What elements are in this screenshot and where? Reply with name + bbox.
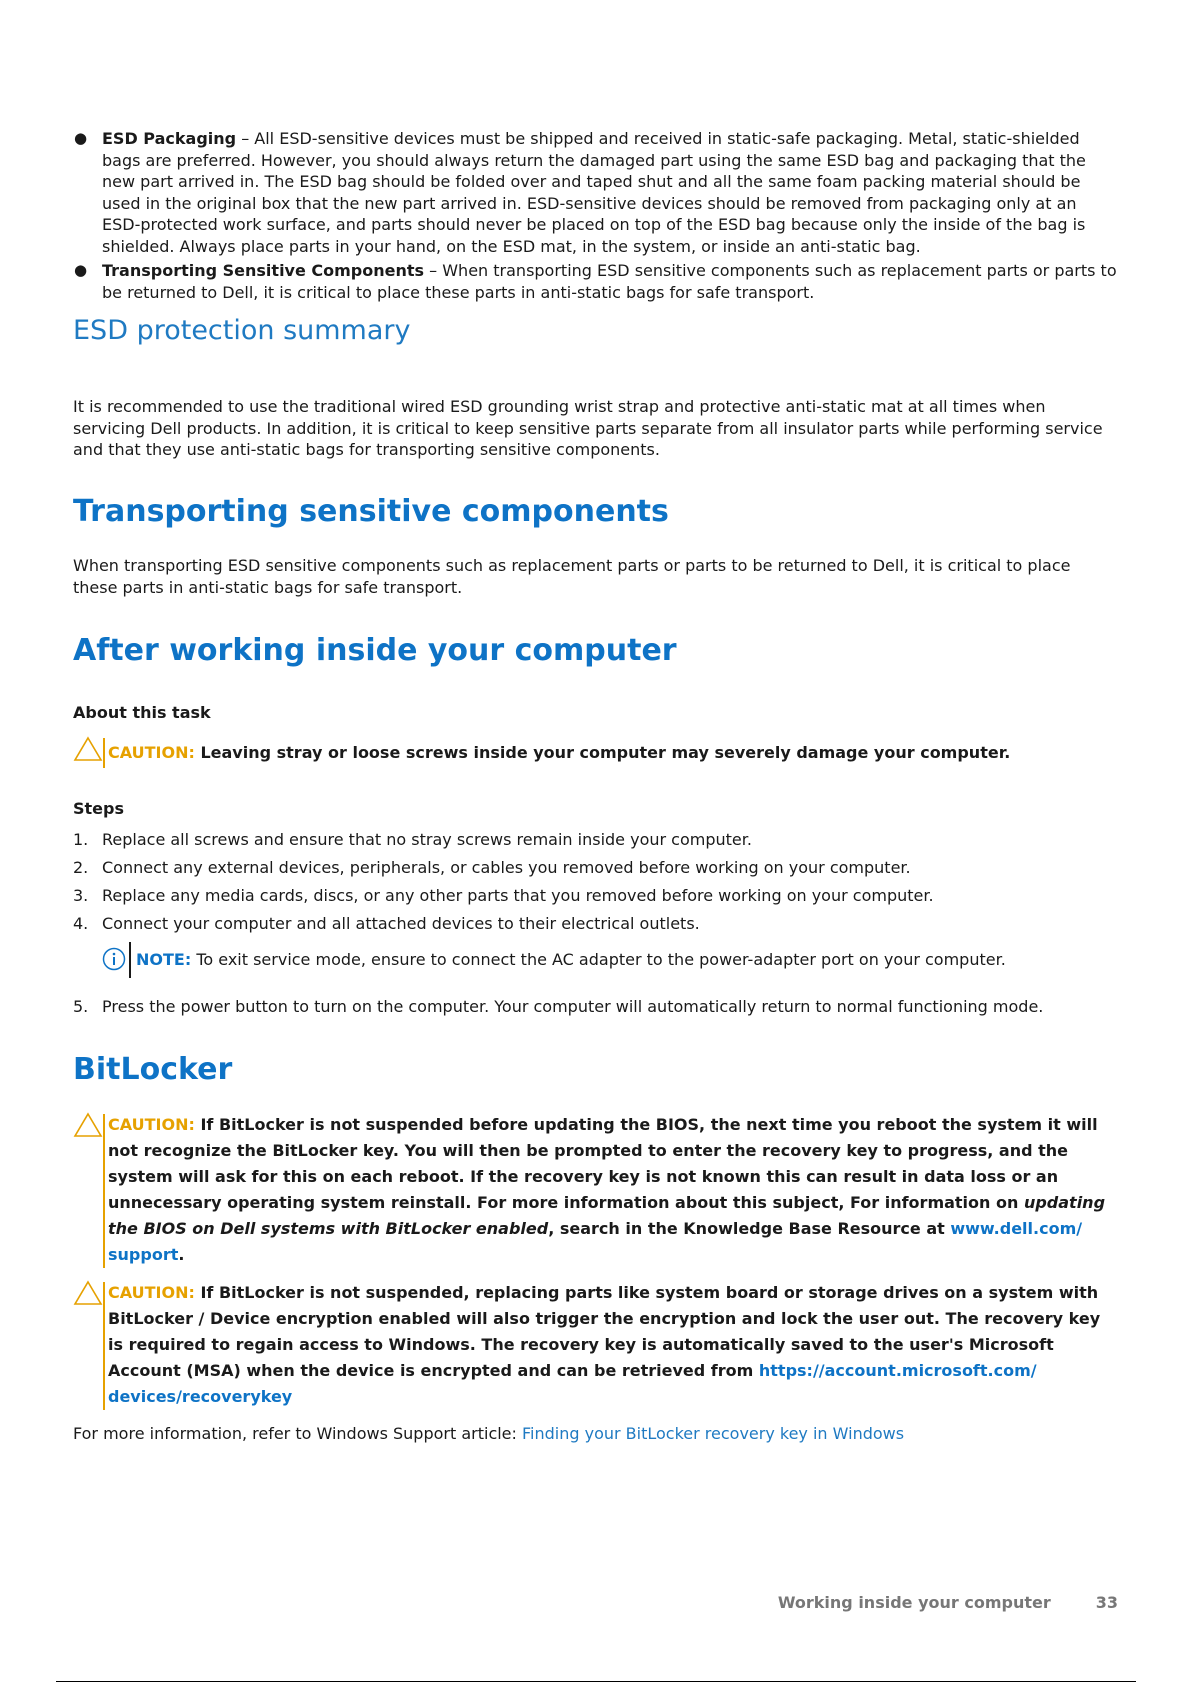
caution-bar bbox=[103, 1114, 105, 1268]
caution-label: CAUTION: bbox=[108, 1115, 195, 1134]
bullet-term: Transporting Sensitive Components bbox=[102, 261, 425, 280]
bullet-icon: ● bbox=[74, 129, 88, 147]
bullet-icon: ● bbox=[74, 261, 88, 279]
warning-triangle-icon bbox=[73, 1280, 103, 1306]
footer-rule bbox=[56, 1681, 1136, 1682]
steps-label: Steps bbox=[73, 799, 124, 818]
caution-label: CAUTION: bbox=[108, 1283, 195, 1302]
footer-section-title: Working inside your computer bbox=[777, 1593, 1051, 1612]
more-info-text: For more information, refer to Windows Support article: bbox=[73, 1424, 522, 1443]
caution-bar bbox=[103, 738, 105, 768]
note-bar bbox=[129, 942, 131, 978]
caution-text: If BitLocker is not suspended, replacing parts like system board or storage drives on a system with BitLocker / Device encryption enabled will also trigger the encryption and lock the user out. The recovery key is required to regain access to Windows. The recovery key is automatically saved to the user's Microsoft Account (MSA) when the device is encrypted and can be retrieved from bbox=[108, 1283, 1101, 1380]
esd-summary-body: It is recommended to use the traditional wired ESD grounding wrist strap and protective anti-static mat at all times when servicing Dell products. In addition, it is critical to keep sensitive parts separate from all insulator parts while performing service and that they use anti-static bags for transporting sensitive components. bbox=[73, 397, 1103, 459]
caution-text: If BitLocker is not suspended before updating the BIOS, the next time you reboot the system it will not recognize the BitLocker key. You will then be prompted to enter the recovery key to progress, and the system will ask for this on each reboot. If the recovery key is not known this can result in data loss or an unnecessary operating system reinstall. For more information about this subject, For information on bbox=[108, 1115, 1098, 1212]
warning-triangle-icon bbox=[73, 736, 103, 762]
more-info-line bbox=[73, 1423, 1118, 1445]
step-item bbox=[73, 996, 1147, 1018]
caution-text: Leaving stray or loose screws inside your computer may severely damage your computer. bbox=[194, 743, 1011, 762]
step-text: Replace any media cards, discs, or any other parts that you removed before working on your computer. bbox=[102, 886, 934, 905]
step-number: 3. bbox=[73, 886, 89, 905]
caution-bitlocker-parts bbox=[73, 1280, 1118, 1412]
step-item bbox=[73, 828, 1118, 856]
step-number: 1. bbox=[73, 830, 89, 849]
esd-summary-heading: ESD protection summary bbox=[73, 315, 411, 346]
caution-text: . bbox=[178, 1245, 185, 1264]
steps-list bbox=[73, 828, 1118, 940]
caution-italic-text: updating the BIOS on Dell systems with BitLocker enabled bbox=[108, 1193, 1106, 1238]
esd-bullet-list bbox=[73, 128, 1118, 306]
page-footer bbox=[778, 1592, 1118, 1614]
bullet-text: – All ESD-sensitive devices must be shipped and received in static-safe packaging. Metal, static-shielded bags are preferred. However, you should always return the damaged part using the same ESD bag and packaging that the new part arrived in. The ESD bag should be folded over and taped shut and all the same foam packing material should be used in the original box that the new part arrived in. ESD-sensitive devices should be removed from packaging only at an ESD-protected work surface, and parts should never be placed on top of the ESD bag because only the inside of the bag is shielded. Always place parts in your hand, on the ESD mat, in the system, or inside an anti-static bag. bbox=[102, 129, 1086, 256]
bitlocker-recovery-article-link[interactable]: Finding your BitLocker recovery key in Windows bbox=[522, 1424, 905, 1443]
step-text: Connect any external devices, peripherals, or cables you removed before working on your computer. bbox=[102, 858, 911, 877]
step-item bbox=[73, 856, 1118, 884]
note-label: NOTE: bbox=[136, 950, 192, 969]
step-number: 5. bbox=[73, 997, 89, 1016]
recovery-key-link[interactable]: https://account.microsoft.com/ devices/recoverykey bbox=[108, 1361, 1037, 1406]
step-number: 2. bbox=[73, 858, 89, 877]
bullet-term: ESD Packaging bbox=[102, 129, 237, 148]
after-working-heading: After working inside your computer bbox=[73, 633, 677, 668]
step-text: Replace all screws and ensure that no stray screws remain inside your computer. bbox=[102, 830, 752, 849]
note-service-mode bbox=[102, 942, 1102, 980]
step-text: Press the power button to turn on the computer. Your computer will automatically return to normal functioning mode. bbox=[102, 997, 1044, 1016]
info-icon bbox=[102, 947, 126, 971]
transporting-body: When transporting ESD sensitive components such as replacement parts or parts to be returned to Dell, it is critical to place these parts in anti-static bags for safe transport. bbox=[73, 556, 1071, 597]
bitlocker-heading: BitLocker bbox=[73, 1052, 233, 1087]
caution-bar bbox=[103, 1282, 105, 1410]
caution-screws bbox=[73, 736, 1118, 770]
caution-text: , search in the Knowledge Base Resource at bbox=[548, 1219, 951, 1238]
page-number: 33 bbox=[1095, 1593, 1118, 1612]
step-number: 4. bbox=[73, 914, 89, 933]
step-item bbox=[73, 912, 1118, 940]
caution-label: CAUTION: bbox=[108, 743, 195, 762]
about-task-label: About this task bbox=[73, 703, 211, 722]
caution-bitlocker-bios bbox=[73, 1112, 1118, 1270]
transporting-heading: Transporting sensitive components bbox=[73, 494, 669, 529]
step-item bbox=[73, 884, 1118, 912]
step-text: Connect your computer and all attached devices to their electrical outlets. bbox=[102, 914, 700, 933]
dell-support-link[interactable]: www.dell.com/ support bbox=[108, 1219, 1083, 1264]
note-text: To exit service mode, ensure to connect the AC adapter to the power-adapter port on your computer. bbox=[191, 950, 1006, 969]
list-item bbox=[73, 260, 1118, 303]
list-item bbox=[73, 128, 1118, 257]
warning-triangle-icon bbox=[73, 1112, 103, 1138]
bullet-text: – When transporting ESD sensitive components such as replacement parts or parts to be returned to Dell, it is critical to place these parts in anti-static bags for safe transport. bbox=[102, 261, 1117, 302]
